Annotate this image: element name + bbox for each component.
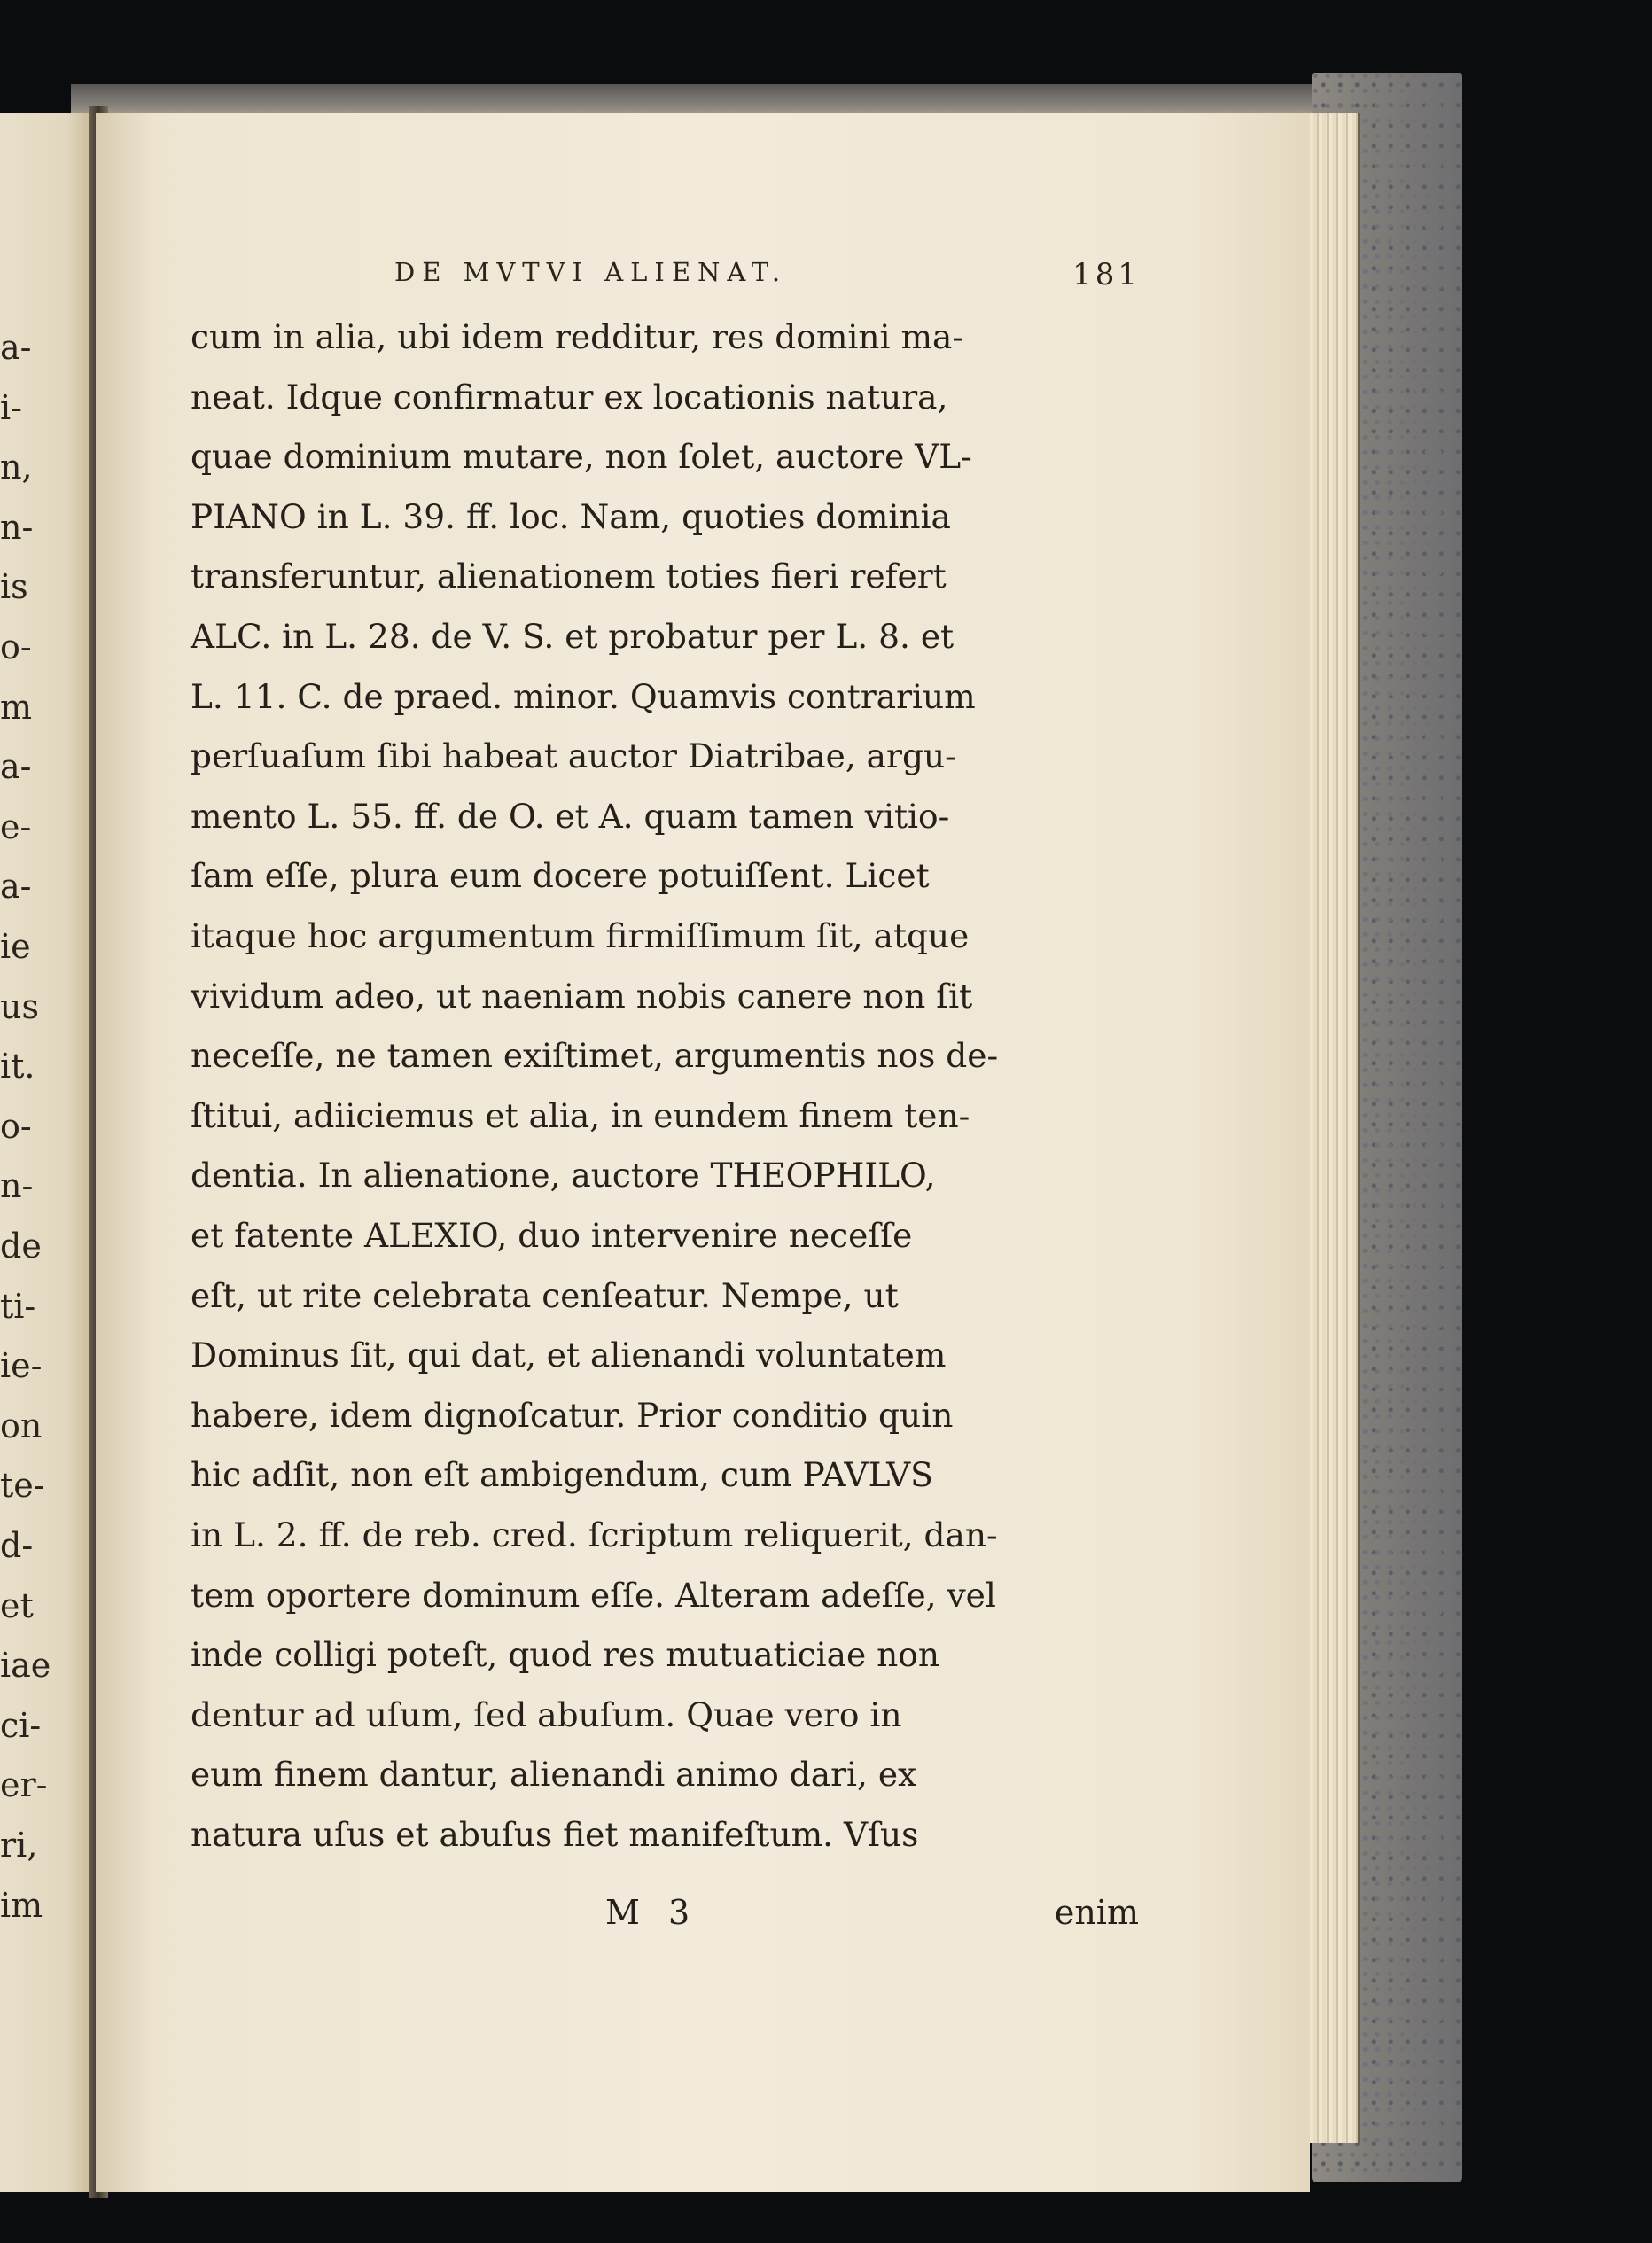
left-page-text-fragment: us — [0, 986, 39, 1026]
left-page-text-fragment: m — [0, 687, 33, 727]
left-page-text-fragment: a- — [0, 867, 32, 907]
text-line: dentia. In alienatione, auctore THEOPHILO, — [191, 1156, 936, 1195]
left-page-text-fragment: is — [0, 567, 28, 607]
text-line: habere, idem dignoſcatur. Prior conditio quin — [191, 1395, 954, 1435]
left-page-text-fragment: on — [0, 1406, 43, 1445]
left-page-text-fragment: n- — [0, 1166, 34, 1206]
left-page-text-fragment: de — [0, 1227, 42, 1266]
text-line: ſtitui, adiiciemus et alia, in eundem finem ten- — [191, 1095, 970, 1135]
text-line: mento L. 55. ff. de O. et A. quam tamen vitio- — [191, 796, 950, 836]
text-line: eſt, ut rite celebrata cenſeatur. Nempe, ut — [191, 1275, 899, 1315]
text-line: inde colligi poteſt, quod res mutuaticiae non — [191, 1635, 940, 1675]
text-line: vividum adeo, ut naeniam nobis canere non ſit — [191, 976, 973, 1016]
left-page-text-fragment: o- — [0, 627, 32, 666]
left-page-text-fragment: ti- — [0, 1286, 36, 1326]
text-line: quae dominium mutare, non ſolet, auctore VL- — [191, 437, 972, 477]
text-line: Dominus ſit, qui dat, et alienandi voluntatem — [191, 1336, 947, 1375]
page-edges — [1303, 113, 1360, 2143]
left-page-text-fragment: n- — [0, 507, 34, 547]
left-page-text-fragment: o- — [0, 1106, 32, 1146]
left-page-text-fragment: d- — [0, 1526, 34, 1565]
left-page-text-fragment: ri, — [0, 1826, 38, 1865]
text-line: PIANO in L. 39. ff. loc. Nam, quoties dominia — [191, 496, 951, 536]
left-page-text-fragment: it. — [0, 1047, 35, 1086]
text-line: eum finem dantur, alienandi animo dari, ex — [191, 1755, 917, 1795]
left-page-text-fragment: er- — [0, 1765, 48, 1805]
text-line: L. 11. C. de praed. minor. Quamvis contrarium — [191, 676, 976, 716]
running-title: DE MVTVI ALIENAT. — [394, 257, 788, 287]
left-page-text-fragment: i- — [0, 387, 22, 427]
left-page-text-fragment: e- — [0, 806, 32, 846]
text-line: hic adſit, non eſt ambigendum, cum PAVLVS — [191, 1455, 933, 1495]
text-line: neceſſe, ne tamen exiſtimet, argumentis nos de- — [191, 1036, 999, 1076]
left-page-text-fragment: n, — [0, 448, 33, 487]
catchword: enim — [1054, 1893, 1139, 1932]
text-line: ſam eſſe, plura eum docere potuiſſent. Licet — [191, 856, 930, 896]
page-footer — [191, 1893, 1139, 1946]
left-page-text-fragment: im — [0, 1885, 43, 1925]
left-page-text-fragment: a- — [0, 328, 32, 367]
text-line: perſuaſum ſibi habeat auctor Diatribae, argu- — [191, 736, 956, 776]
signature-mark: M 3 — [605, 1893, 699, 1932]
left-facing-page — [0, 113, 96, 2192]
text-line: neat. Idque confirmatur ex locationis natura, — [191, 377, 948, 417]
book-page — [96, 113, 1310, 2192]
text-line: itaque hoc argumentum firmiſſimum ſit, atque — [191, 916, 970, 955]
left-page-text-fragment: ie- — [0, 1346, 43, 1386]
text-line: dentur ad uſum, ſed abuſum. Quae vero in — [191, 1694, 902, 1734]
left-page-text-fragment: a- — [0, 747, 32, 787]
page-number: 181 — [1072, 257, 1141, 292]
left-page-text-fragment: iae — [0, 1646, 51, 1686]
text-line: cum in alia, ubi idem redditur, res domini ma- — [191, 317, 964, 356]
left-page-text-fragment: ci- — [0, 1705, 42, 1745]
left-page-text-fragment: te- — [0, 1466, 45, 1506]
left-page-text-fragment: et — [0, 1585, 34, 1625]
text-line: et fatente ALEXIO, duo intervenire neceſſe — [191, 1216, 913, 1255]
text-line: ALC. in L. 28. de V. S. et probatur per L. 8. et — [191, 617, 955, 656]
text-line: in L. 2. ff. de reb. cred. ſcriptum reliquerit, dan- — [191, 1515, 998, 1554]
running-header — [191, 257, 1139, 296]
text-line: natura uſus et abuſus fiet manifeſtum. Vſus — [191, 1815, 919, 1854]
text-line: tem oportere dominum eſſe. Alteram adeſſe, vel — [191, 1575, 996, 1615]
left-page-text-fragment: ie — [0, 927, 31, 966]
text-line: transferuntur, alienationem toties fieri refert — [191, 557, 947, 596]
